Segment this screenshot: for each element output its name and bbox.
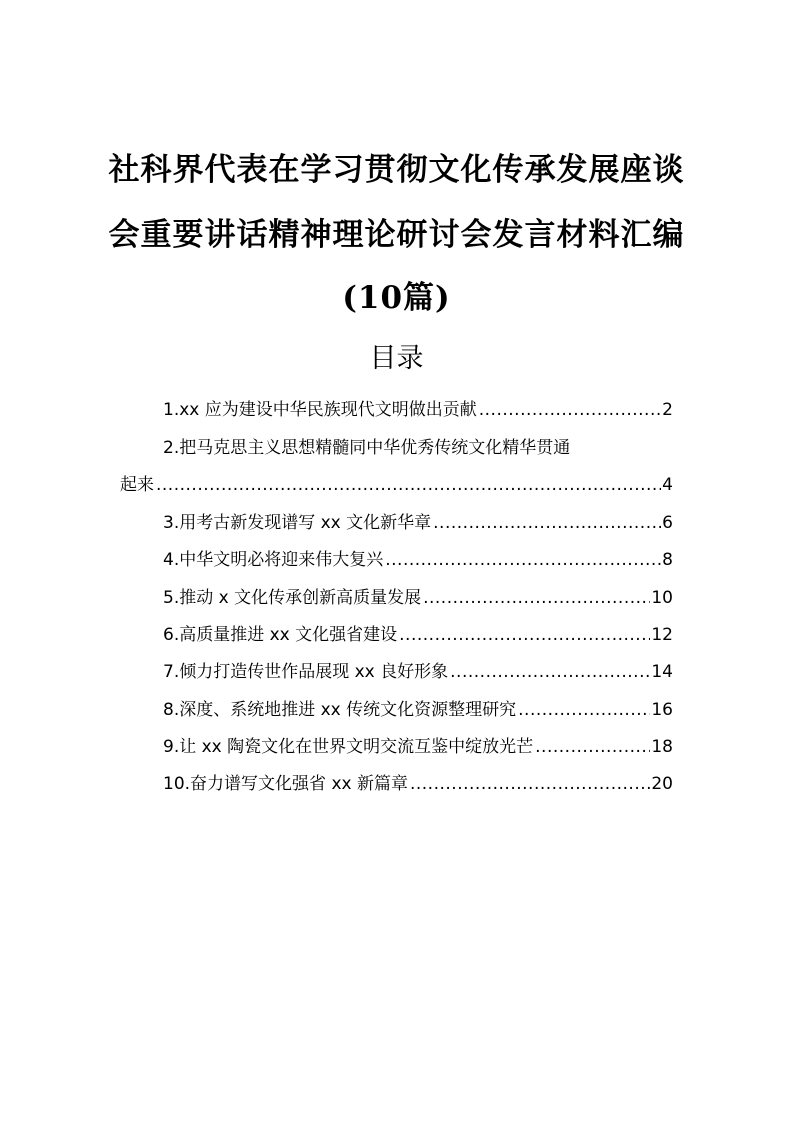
toc-entry-label: 7.倾力打造传世作品展现 xx 良好形象 xyxy=(163,662,449,682)
toc-entry-3[interactable] xyxy=(163,511,673,535)
toc-leader-dots xyxy=(156,473,661,497)
toc-entry-label: 9.让 xx 陶瓷文化在世界文明交流互鉴中绽放光芒 xyxy=(163,737,534,757)
toc-heading: 目录 xyxy=(369,343,424,374)
toc-entry-label-continued: 起来 xyxy=(120,475,154,495)
toc-leader-dots xyxy=(433,511,661,535)
toc-leader-dots xyxy=(479,398,661,422)
title-line-2: 会重要讲话精神理论研讨会发言材料汇编 xyxy=(108,217,685,253)
toc-entry-label: 3.用考古新发现谱写 xx 文化新华章 xyxy=(163,513,432,533)
toc-leader-dots xyxy=(535,735,650,759)
toc-entry-label: 5.推动 x 文化传承创新高质量发展 xyxy=(163,588,422,608)
toc-entry-page: 20 xyxy=(651,774,673,794)
toc-entry-6[interactable] xyxy=(163,623,673,647)
toc-entry-1[interactable] xyxy=(163,398,673,422)
toc-leader-dots xyxy=(450,660,650,684)
toc-entry-label: 10.奋力谱写文化强省 xx 新篇章 xyxy=(163,774,408,794)
toc-entry-7[interactable] xyxy=(163,660,673,684)
toc-entry-page: 16 xyxy=(651,700,673,720)
toc-entry-page: 2 xyxy=(662,400,673,420)
toc-entry-page: 8 xyxy=(662,550,673,570)
toc-entry-page: 12 xyxy=(651,625,673,645)
toc-leader-dots xyxy=(423,586,650,610)
toc-entry-2[interactable] xyxy=(163,436,673,460)
toc-entry-page: 14 xyxy=(651,662,673,682)
toc-leader-dots xyxy=(410,772,650,796)
toc-leader-dots xyxy=(399,623,650,647)
toc-entry-page: 10 xyxy=(651,588,673,608)
toc-entry-8[interactable] xyxy=(163,698,673,722)
toc-entry-page: 6 xyxy=(662,513,673,533)
toc-entry-label: 2.把马克思主义思想精髓同中华优秀传统文化精华贯通 xyxy=(163,438,571,458)
toc-entry-2-continued[interactable] xyxy=(120,473,673,497)
toc-entry-9[interactable] xyxy=(163,735,673,759)
title-line-1: 社科界代表在学习贯彻文化传承发展座谈 xyxy=(108,152,685,188)
toc-entry-4[interactable] xyxy=(163,548,673,572)
title-line-3: (10篇) xyxy=(342,280,451,316)
toc-leader-dots xyxy=(385,548,661,572)
toc-entry-page: 18 xyxy=(651,737,673,757)
toc-entry-label: 6.高质量推进 xx 文化强省建设 xyxy=(163,625,398,645)
toc-leader-dots xyxy=(518,698,650,722)
toc-entry-page: 4 xyxy=(662,475,673,495)
toc-entry-10[interactable] xyxy=(163,772,673,796)
toc-entry-5[interactable] xyxy=(163,586,673,610)
toc-entry-label: 4.中华文明必将迎来伟大复兴 xyxy=(163,550,384,570)
toc-entry-label: 1.xx 应为建设中华民族现代文明做出贡献 xyxy=(163,400,477,420)
toc-entry-label: 8.深度、系统地推进 xx 传统文化资源整理研究 xyxy=(163,700,517,720)
